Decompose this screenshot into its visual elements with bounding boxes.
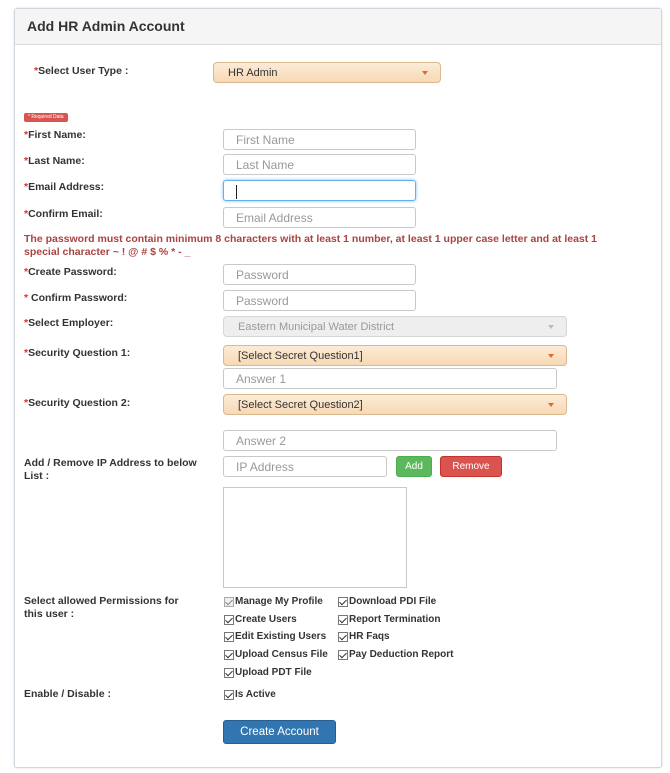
last-name-input[interactable]: Last Name bbox=[223, 154, 416, 175]
security-q2-label: *Security Question 2: bbox=[24, 397, 131, 409]
ip-address-input[interactable]: IP Address bbox=[223, 456, 387, 477]
confirm-email-label: *Confirm Email: bbox=[24, 208, 103, 220]
add-ip-button[interactable]: Add bbox=[396, 456, 432, 477]
first-name-input[interactable]: First Name bbox=[223, 129, 416, 150]
answer2-input[interactable]: Answer 2 bbox=[223, 430, 557, 451]
perm-pay-deduction-report[interactable]: Pay Deduction Report bbox=[338, 649, 453, 660]
create-password-input[interactable]: Password bbox=[223, 264, 416, 285]
confirm-password-label: * Confirm Password: bbox=[24, 292, 128, 304]
first-name-label: *First Name: bbox=[24, 129, 86, 141]
security-q1-value: [Select Secret Question1] bbox=[238, 350, 363, 362]
security-q1-label: *Security Question 1: bbox=[24, 347, 131, 359]
employer-label: *Select Employer: bbox=[24, 317, 114, 329]
chevron-down-icon bbox=[548, 354, 554, 358]
user-type-select[interactable] bbox=[213, 62, 441, 83]
email-input[interactable] bbox=[223, 180, 416, 201]
password-rule-text: The password must contain minimum 8 characters with at least 1 number, at least 1 upper case letter and at least 1 special character ~ ! @ # $ % * - _ bbox=[24, 233, 598, 258]
checkbox[interactable] bbox=[224, 597, 234, 607]
perm-upload-pdt-file[interactable]: Upload PDT File bbox=[224, 667, 312, 678]
ip-label: Add / Remove IP Address to below List : bbox=[24, 457, 197, 482]
user-type-label: *Select User Type : bbox=[34, 65, 129, 77]
confirm-email-input[interactable]: Email Address bbox=[223, 207, 416, 228]
checkbox[interactable] bbox=[338, 632, 348, 642]
user-type-value: HR Admin bbox=[228, 67, 278, 79]
checkbox[interactable] bbox=[338, 597, 348, 607]
perm-report-termination[interactable]: Report Termination bbox=[338, 614, 440, 625]
create-password-label: *Create Password: bbox=[24, 266, 117, 278]
panel-title: Add HR Admin Account bbox=[27, 18, 185, 34]
perm-download-pdi-file[interactable]: Download PDI File bbox=[338, 596, 436, 607]
perm-edit-existing-users[interactable]: Edit Existing Users bbox=[224, 631, 326, 642]
email-label: *Email Address: bbox=[24, 181, 105, 193]
checkbox[interactable] bbox=[224, 650, 234, 660]
checkbox[interactable] bbox=[338, 615, 348, 625]
chevron-down-icon bbox=[548, 403, 554, 407]
checkbox[interactable] bbox=[224, 668, 234, 678]
panel-header bbox=[15, 9, 661, 45]
permissions-label: Select allowed Permissions for this user : bbox=[24, 595, 179, 620]
chevron-down-icon bbox=[548, 325, 554, 329]
enable-label: Enable / Disable : bbox=[24, 688, 111, 700]
security-q1-select[interactable] bbox=[223, 345, 567, 366]
perm-create-users[interactable]: Create Users bbox=[224, 614, 297, 625]
create-account-button[interactable]: Create Account bbox=[223, 720, 336, 744]
confirm-password-input[interactable]: Password bbox=[223, 290, 416, 311]
required-data-badge: * Required Data bbox=[24, 113, 68, 122]
perm-upload-census-file[interactable]: Upload Census File bbox=[224, 649, 328, 660]
checkbox[interactable] bbox=[224, 615, 234, 625]
perm-manage-my-profile[interactable]: Manage My Profile bbox=[224, 596, 323, 607]
employer-select bbox=[223, 316, 567, 337]
checkbox[interactable] bbox=[338, 650, 348, 660]
answer1-input[interactable]: Answer 1 bbox=[223, 368, 557, 389]
security-q2-select[interactable] bbox=[223, 394, 567, 415]
perm-hr-faqs[interactable]: HR Faqs bbox=[338, 631, 390, 642]
is-active-checkbox[interactable]: Is Active bbox=[224, 689, 276, 700]
employer-value: Eastern Municipal Water District bbox=[238, 321, 395, 333]
security-q2-value: [Select Secret Question2] bbox=[238, 399, 363, 411]
checkbox[interactable] bbox=[224, 632, 234, 642]
ip-address-list[interactable] bbox=[223, 487, 407, 588]
remove-ip-button[interactable]: Remove bbox=[440, 456, 502, 477]
checkbox[interactable] bbox=[224, 690, 234, 700]
chevron-down-icon bbox=[422, 71, 428, 75]
text-cursor bbox=[236, 185, 237, 199]
last-name-label: *Last Name: bbox=[24, 155, 85, 167]
